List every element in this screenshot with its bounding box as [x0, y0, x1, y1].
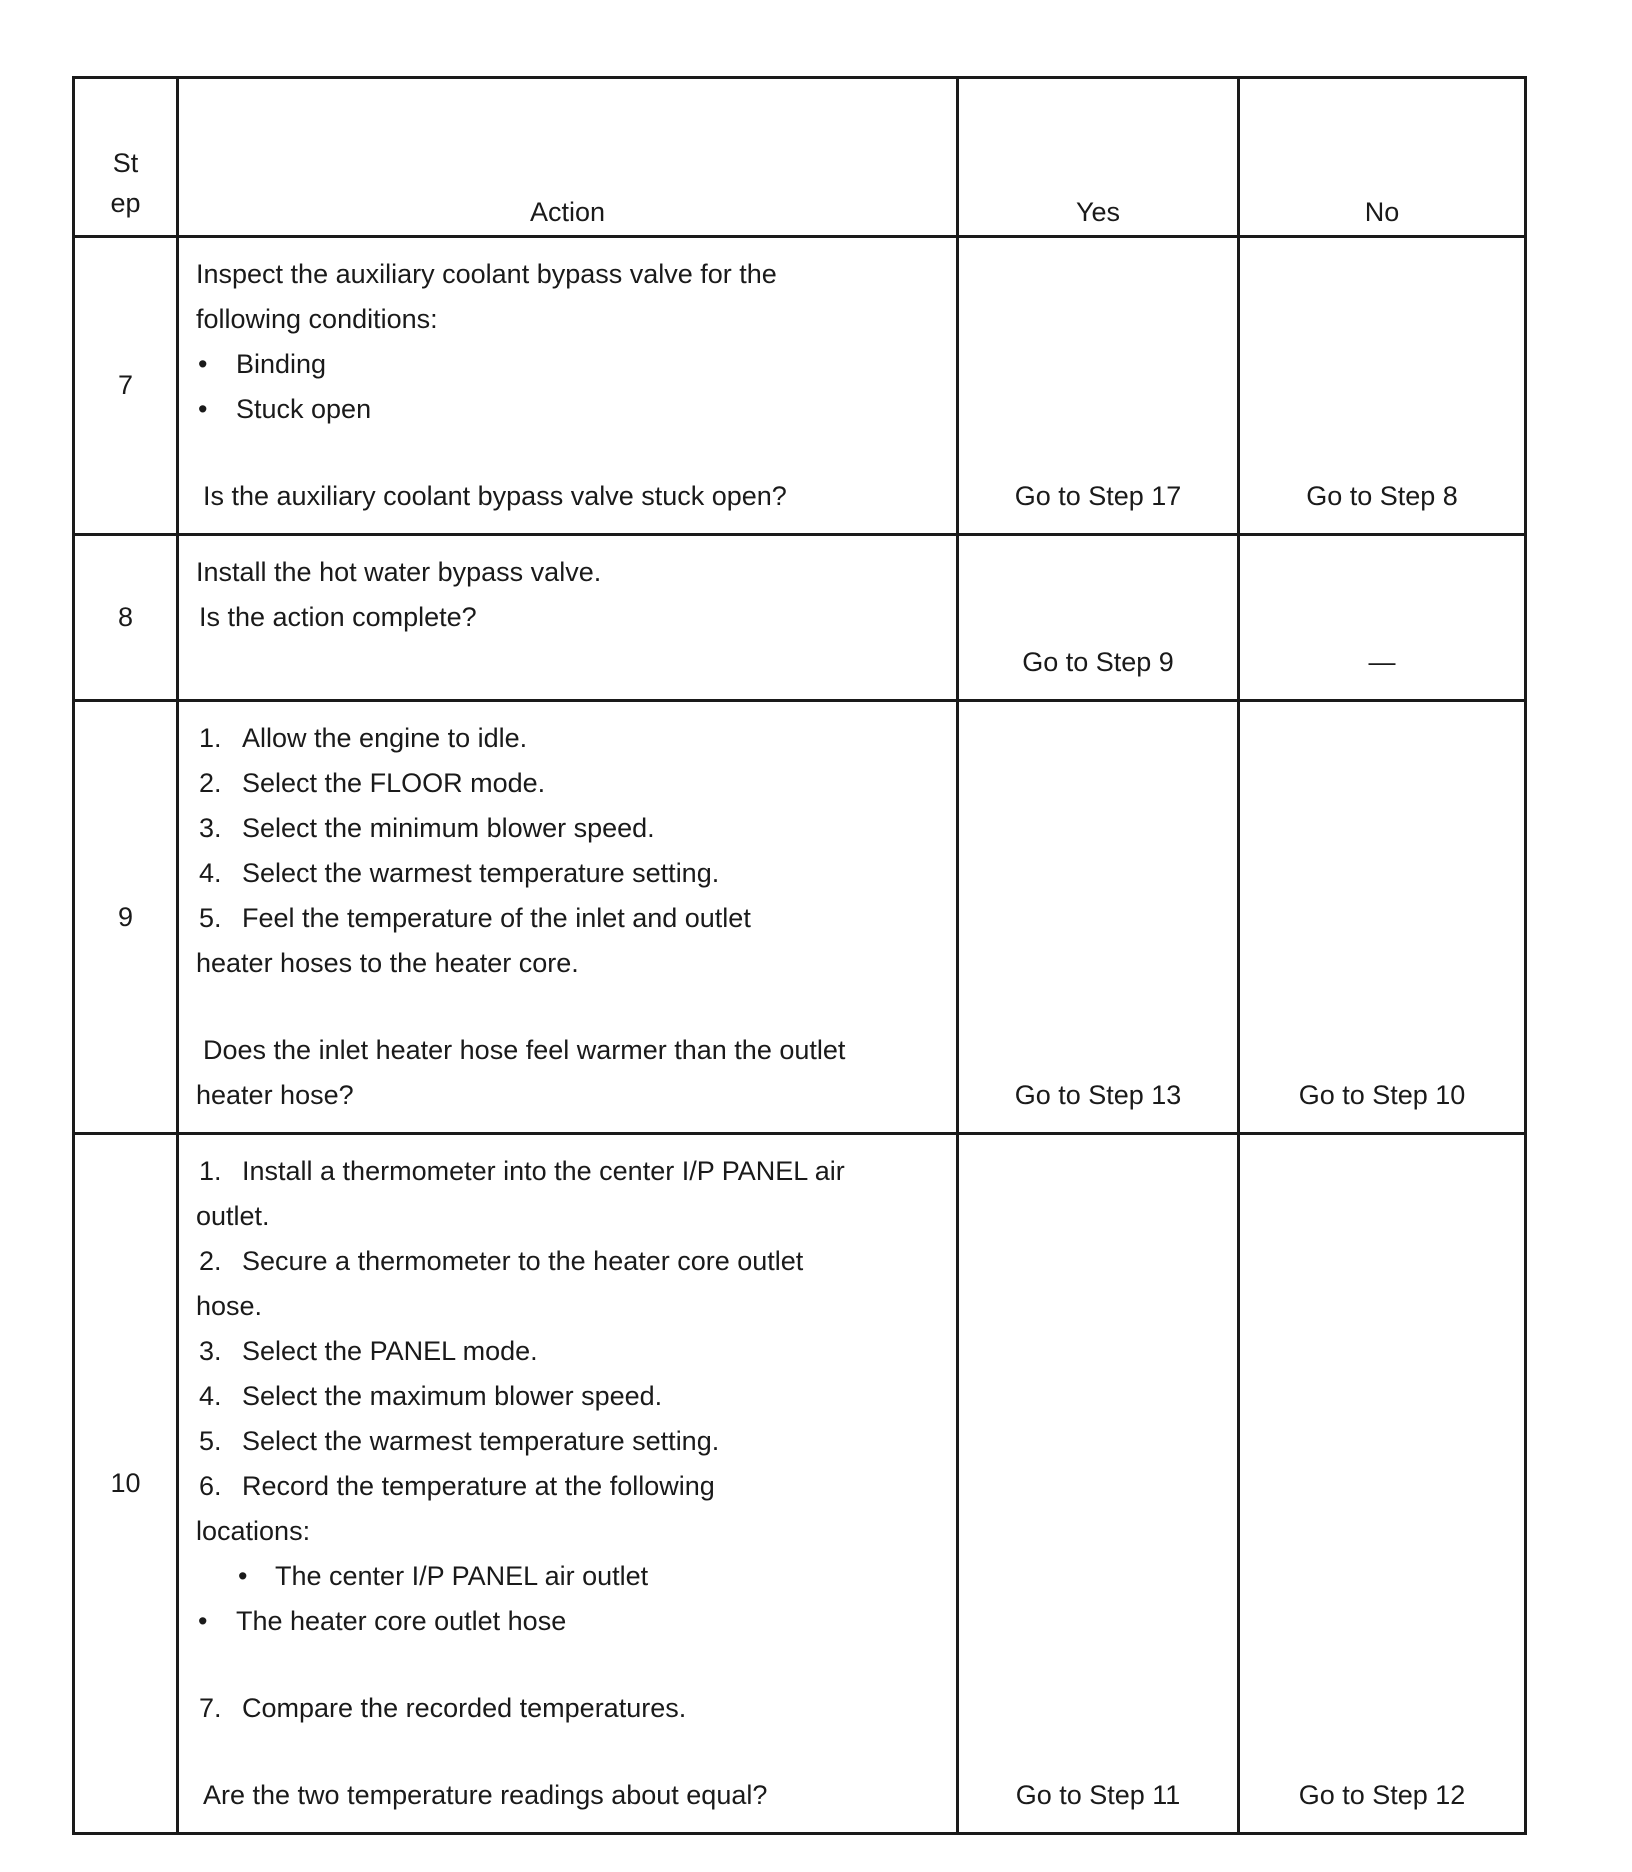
header-step	[74, 78, 178, 237]
header-step-line2: ep	[110, 188, 141, 218]
item-continuation: heater hoses to the heater core.	[196, 948, 579, 978]
bullet-text: Binding	[236, 349, 327, 379]
action-cell	[178, 237, 958, 535]
item-text: Secure a thermometer to the heater core outlet	[242, 1246, 804, 1276]
header-no: No	[1239, 78, 1526, 237]
table-row-step-9	[74, 701, 1526, 1134]
action-text: Install the hot water bypass valve.	[196, 557, 602, 587]
yes-result: Go to Step 11	[958, 1134, 1239, 1834]
yes-result: Go to Step 13	[958, 701, 1239, 1134]
item-number: 3.	[199, 1336, 222, 1366]
bullet-item	[196, 342, 942, 387]
item-text: Select the minimum blower speed.	[242, 813, 655, 843]
numbered-item	[196, 1329, 942, 1374]
item-text: Select the FLOOR mode.	[242, 768, 546, 798]
item-number: 4.	[199, 858, 222, 888]
action-text: following conditions:	[196, 304, 438, 334]
no-result: Go to Step 8	[1239, 237, 1526, 535]
spacer	[196, 1644, 942, 1686]
question-text: Does the inlet heater hose feel warmer than the outlet	[203, 1035, 846, 1065]
no-result: Go to Step 12	[1239, 1134, 1526, 1834]
header-action: Action	[178, 78, 958, 237]
action-cell	[178, 701, 958, 1134]
header-yes: Yes	[958, 78, 1239, 237]
item-number: 2.	[199, 1246, 222, 1276]
no-result: —	[1239, 535, 1526, 701]
item-text: Install a thermometer into the center I/P PANEL air	[242, 1156, 845, 1186]
item-text: Select the warmest temperature setting.	[242, 858, 720, 888]
bullet-item	[196, 1599, 942, 1644]
item-number: 5.	[199, 903, 222, 933]
numbered-item	[196, 1686, 942, 1731]
numbered-item	[196, 851, 942, 896]
table-row-step-7	[74, 237, 1526, 535]
action-text: Inspect the auxiliary coolant bypass valve for the	[196, 259, 777, 289]
question-text: Is the action complete?	[199, 602, 477, 632]
item-text: Select the maximum blower speed.	[242, 1381, 663, 1411]
numbered-item	[196, 1419, 942, 1464]
item-number: 4.	[199, 1381, 222, 1411]
numbered-item	[196, 761, 942, 806]
item-text: Select the warmest temperature setting.	[242, 1426, 720, 1456]
question-text: Is the auxiliary coolant bypass valve stuck open?	[203, 481, 787, 511]
bullet-icon: •	[238, 1561, 248, 1591]
item-number: 7.	[199, 1693, 222, 1723]
question-text: heater hose?	[196, 1080, 354, 1110]
item-number: 1.	[199, 1156, 222, 1186]
item-number: 5.	[199, 1426, 222, 1456]
item-text: Compare the recorded temperatures.	[242, 1693, 687, 1723]
yes-result: Go to Step 9	[958, 535, 1239, 701]
bullet-item	[196, 387, 942, 432]
item-continuation: hose.	[196, 1291, 263, 1321]
numbered-item	[196, 1374, 942, 1419]
table-header-row	[74, 78, 1526, 237]
numbered-item	[196, 716, 942, 761]
action-cell	[178, 535, 958, 701]
item-number: 3.	[199, 813, 222, 843]
numbered-item	[196, 1239, 942, 1284]
step-number: 10	[74, 1134, 178, 1834]
spacer	[196, 986, 942, 1028]
yes-result: Go to Step 17	[958, 237, 1239, 535]
bullet-text: Stuck open	[236, 394, 372, 424]
step-number: 7	[74, 237, 178, 535]
item-continuation: locations:	[196, 1516, 311, 1546]
table-row-step-8	[74, 535, 1526, 701]
spacer	[196, 1731, 942, 1773]
action-cell	[178, 1134, 958, 1834]
item-continuation: outlet.	[196, 1201, 270, 1231]
item-number: 1.	[199, 723, 222, 753]
bullet-text: The heater core outlet hose	[236, 1606, 567, 1636]
numbered-item	[196, 896, 942, 941]
step-number: 8	[74, 535, 178, 701]
item-number: 2.	[199, 768, 222, 798]
bullet-text: The center I/P PANEL air outlet	[275, 1561, 649, 1591]
step-number: 9	[74, 701, 178, 1134]
sub-bullet-item	[196, 1554, 942, 1599]
item-text: Feel the temperature of the inlet and outlet	[242, 903, 751, 933]
header-step-line1: St	[112, 148, 139, 178]
table-row-step-10	[74, 1134, 1526, 1834]
no-result: Go to Step 10	[1239, 701, 1526, 1134]
item-text: Select the PANEL mode.	[242, 1336, 538, 1366]
bullet-icon: •	[198, 1606, 208, 1636]
numbered-item	[196, 806, 942, 851]
bullet-icon: •	[198, 349, 208, 379]
diagnostic-table	[72, 76, 1527, 1835]
item-text: Record the temperature at the following	[242, 1471, 715, 1501]
numbered-item	[196, 1464, 942, 1509]
numbered-item	[196, 1149, 942, 1194]
item-text: Allow the engine to idle.	[242, 723, 528, 753]
question-text: Are the two temperature readings about equal?	[203, 1780, 768, 1810]
bullet-icon: •	[198, 394, 208, 424]
spacer	[196, 432, 942, 474]
item-number: 6.	[199, 1471, 222, 1501]
